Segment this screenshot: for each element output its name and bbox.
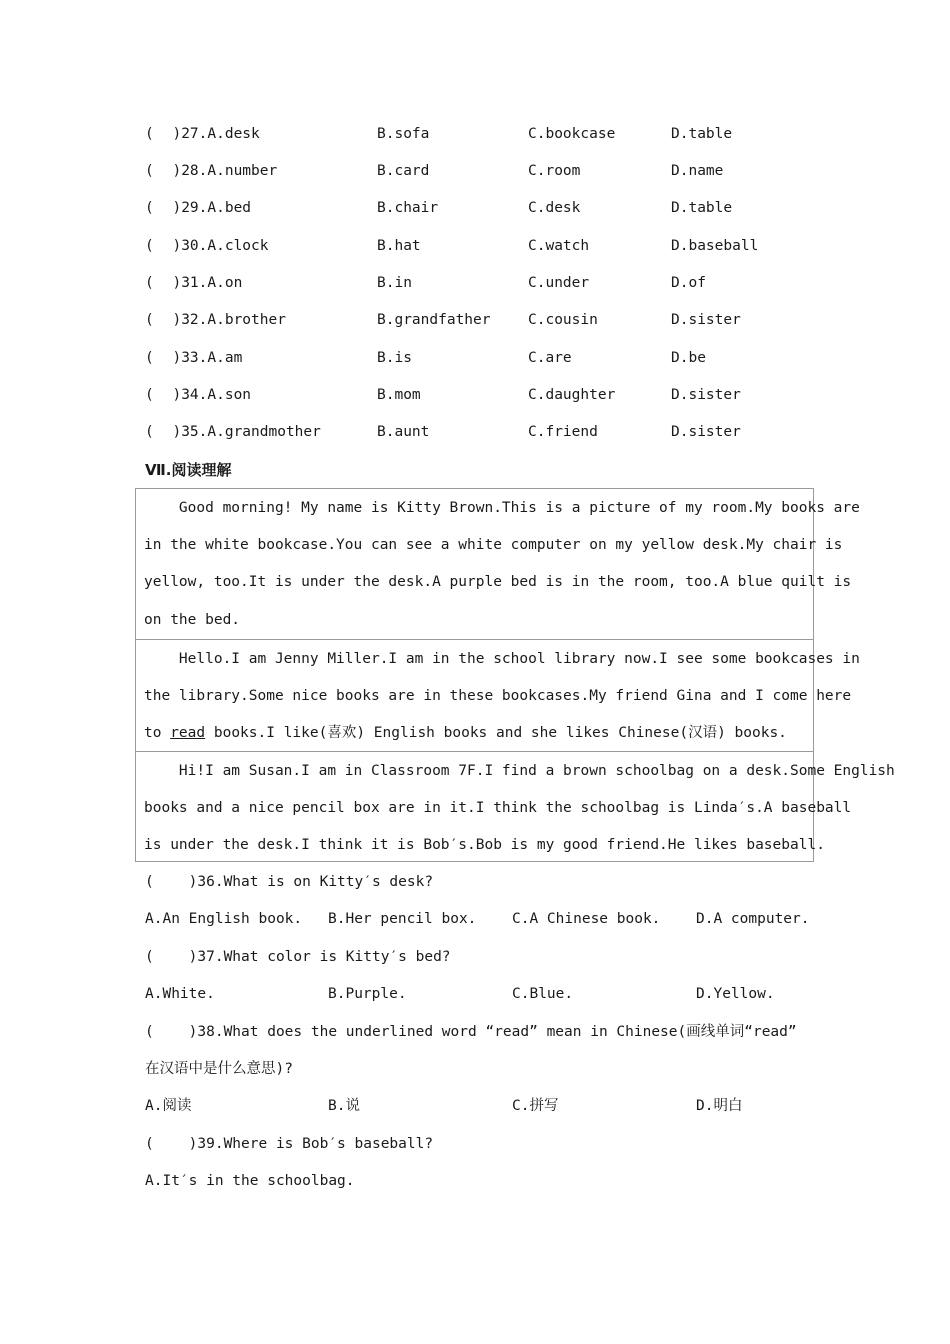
answer-paren: (: [145, 350, 154, 366]
option-a: )35.A.grandmother: [155, 424, 321, 440]
answer-paren: (: [145, 200, 154, 216]
option-b: B.mom: [377, 387, 421, 403]
passage-text: to: [144, 725, 171, 741]
option-d: D.sister: [671, 387, 741, 403]
option-c: C.are: [528, 350, 572, 366]
passage-kitty: [136, 489, 860, 639]
answer-paren: (: [145, 238, 154, 254]
option-d: D.of: [671, 275, 706, 291]
option-d: D.sister: [671, 312, 741, 328]
question-38-cont: 在汉语中是什么意思)?: [145, 1061, 293, 1077]
answer-paren: (: [145, 387, 154, 403]
option-d: D.baseball: [671, 238, 759, 254]
option-b: B.is: [377, 350, 412, 366]
option-c: C.desk: [528, 200, 581, 216]
passage-line: on the bed.: [144, 612, 241, 628]
question-row-30: [145, 235, 825, 257]
option-d: D.A computer.: [696, 911, 810, 927]
underlined-word-read: read: [170, 725, 206, 741]
passage-line: [144, 723, 806, 743]
question-row-32: [145, 309, 825, 331]
passage-line: Hello.I am Jenny Miller.I am in the school library now.I see some bookcases in: [144, 651, 860, 667]
question-row-31: [145, 272, 825, 294]
option-b: B.in: [377, 275, 412, 291]
option-a: )28.A.number: [155, 163, 278, 179]
question-36: ( )36.What is on Kitty′s desk?: [145, 874, 434, 890]
question-38: ( )38.What does the underlined word “read” mean in Chinese(画线单词“read”: [145, 1024, 797, 1040]
answer-paren: (: [145, 163, 154, 179]
option-a: )27.A.desk: [155, 126, 260, 142]
question-39: ( )39.Where is Bob′s baseball?: [145, 1136, 434, 1152]
question-37: ( )37.What color is Kitty′s bed?: [145, 949, 451, 965]
option-c: C.under: [528, 275, 590, 291]
passage-line: is under the desk.I think it is Bob′s.Bob is my good friend.He likes baseball.: [144, 837, 825, 853]
passage-jenny: [136, 639, 860, 751]
passage-line: Good morning! My name is Kitty Brown.This is a picture of my room.My books are: [144, 500, 860, 516]
option-d: D.table: [671, 200, 733, 216]
question-39-option-a: A.It′s in the schoolbag.: [145, 1173, 355, 1189]
option-a: )32.A.brother: [155, 312, 286, 328]
option-c: C.A Chinese book.: [512, 911, 661, 927]
option-c: C.cousin: [528, 312, 598, 328]
option-a: )31.A.on: [155, 275, 243, 291]
option-b: B.chair: [377, 200, 439, 216]
option-a: A.White.: [145, 986, 215, 1002]
passage-line: Hi!I am Susan.I am in Classroom 7F.I find a brown schoolbag on a desk.Some English: [144, 763, 895, 779]
option-b: B.Purple.: [328, 986, 407, 1002]
passages-box: [135, 488, 895, 862]
question-37-options: [145, 983, 825, 1005]
option-c: C.room: [528, 163, 581, 179]
option-b: B.grandfather: [377, 312, 491, 328]
option-c: C.拼写: [512, 1098, 559, 1114]
passage-susan: [136, 751, 895, 861]
option-b: B.sofa: [377, 126, 430, 142]
option-c: C.watch: [528, 238, 590, 254]
option-d: D.明白: [696, 1098, 743, 1114]
question-row-27: [145, 123, 825, 145]
option-b: B.aunt: [377, 424, 430, 440]
option-c: C.Blue.: [512, 986, 574, 1002]
option-a: )30.A.clock: [155, 238, 269, 254]
option-d: D.be: [671, 350, 706, 366]
passage-line: yellow, too.It is under the desk.A purple bed is in the room, too.A blue quilt is: [144, 574, 852, 590]
question-row-34: [145, 384, 825, 406]
passage-line: the library.Some nice books are in these bookcases.My friend Gina and I come here: [144, 688, 852, 704]
answer-paren: (: [145, 275, 154, 291]
passage-line: books and a nice pencil box are in it.I think the schoolbag is Linda′s.A baseball: [144, 800, 852, 816]
option-a: )33.A.am: [155, 350, 243, 366]
question-row-35: [145, 421, 825, 443]
question-row-28: [145, 160, 825, 182]
answer-paren: (: [145, 312, 154, 328]
option-b: B.说: [328, 1098, 360, 1114]
option-d: D.table: [671, 126, 733, 142]
option-b: B.Her pencil box.: [328, 911, 477, 927]
option-b: B.hat: [377, 238, 421, 254]
option-a: )29.A.bed: [155, 200, 252, 216]
answer-paren: (: [145, 126, 154, 142]
option-d: D.Yellow.: [696, 986, 775, 1002]
option-c: C.daughter: [528, 387, 616, 403]
option-d: D.name: [671, 163, 724, 179]
answer-paren: (: [145, 424, 154, 440]
option-a: A.An English book.: [145, 911, 303, 927]
question-row-33: [145, 347, 825, 369]
option-a: )34.A.son: [155, 387, 252, 403]
section-title: Ⅶ.阅读理解: [145, 461, 232, 479]
option-c: C.bookcase: [528, 126, 616, 142]
passage-text: books.I like(喜欢) English books and she likes Chinese(汉语) books.: [205, 725, 787, 741]
option-a: A.阅读: [145, 1098, 192, 1114]
passage-line: in the white bookcase.You can see a white computer on my yellow desk.My chair is: [144, 537, 843, 553]
question-row-29: [145, 197, 825, 219]
question-36-options: [145, 908, 825, 930]
option-d: D.sister: [671, 424, 741, 440]
question-38-options: [145, 1095, 825, 1117]
option-c: C.friend: [528, 424, 598, 440]
option-b: B.card: [377, 163, 430, 179]
